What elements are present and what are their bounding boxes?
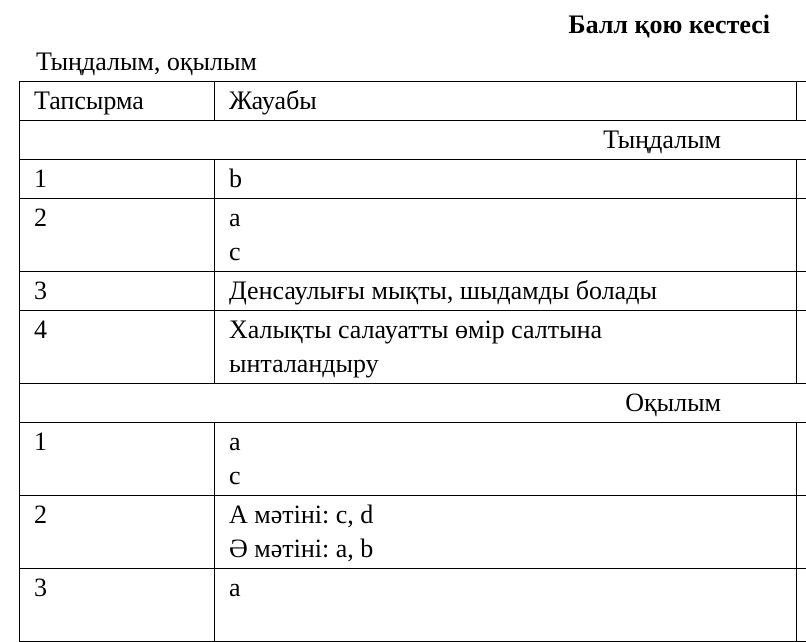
answer-line: b <box>229 162 796 196</box>
extra-cell <box>797 160 806 199</box>
header-task: Тапсырма <box>20 82 215 121</box>
header-extra <box>797 82 806 121</box>
section-row-reading <box>20 384 806 423</box>
task-number: 3 <box>20 569 215 642</box>
section-cell <box>20 384 806 423</box>
section-label-listening: Тыңдалым <box>20 123 721 157</box>
answer-cell <box>215 569 797 642</box>
answer-line: Халықты салауатты өмір салтына <box>229 313 796 347</box>
task-number: 4 <box>20 311 215 384</box>
extra-cell <box>797 423 806 496</box>
extra-cell <box>797 569 806 642</box>
task-number: 1 <box>20 160 215 199</box>
extra-cell <box>797 311 806 384</box>
table-row <box>20 569 806 642</box>
table-row <box>20 423 806 496</box>
document-title: Балл қою кестесі <box>568 10 770 40</box>
task-number: 2 <box>20 496 215 569</box>
header-answer: Жауабы <box>215 82 797 121</box>
extra-cell <box>797 272 806 311</box>
table-header-row <box>20 82 806 121</box>
table-row <box>20 311 806 384</box>
table-row <box>20 199 806 272</box>
document-subtitle: Тыңдалым, оқылым <box>36 47 257 77</box>
answer-cell <box>215 160 797 199</box>
answer-line: c <box>229 235 796 269</box>
answer-line-empty <box>229 605 796 639</box>
answer-line: ынталандыру <box>229 347 796 381</box>
extra-cell <box>797 199 806 272</box>
table-row <box>20 160 806 199</box>
section-cell <box>20 121 806 160</box>
table-row <box>20 496 806 569</box>
answer-cell <box>215 423 797 496</box>
answer-cell <box>215 496 797 569</box>
task-number: 2 <box>20 199 215 272</box>
section-row-listening <box>20 121 806 160</box>
answer-line: c <box>229 459 796 493</box>
extra-cell <box>797 496 806 569</box>
answer-line: Ә мәтіні: a, b <box>229 532 796 566</box>
answer-cell <box>215 311 797 384</box>
answer-line: Денсаулығы мықты, шыдамды болады <box>229 274 796 308</box>
task-number: 1 <box>20 423 215 496</box>
answer-line: a <box>229 201 796 235</box>
answer-cell <box>215 272 797 311</box>
answer-cell <box>215 199 797 272</box>
score-table <box>19 81 806 642</box>
task-number: 3 <box>20 272 215 311</box>
answer-line: a <box>229 425 796 459</box>
answer-line: a <box>229 571 796 605</box>
table-row <box>20 272 806 311</box>
answer-line: А мәтіні: c, d <box>229 498 796 532</box>
section-label-reading: Оқылым <box>20 386 721 420</box>
